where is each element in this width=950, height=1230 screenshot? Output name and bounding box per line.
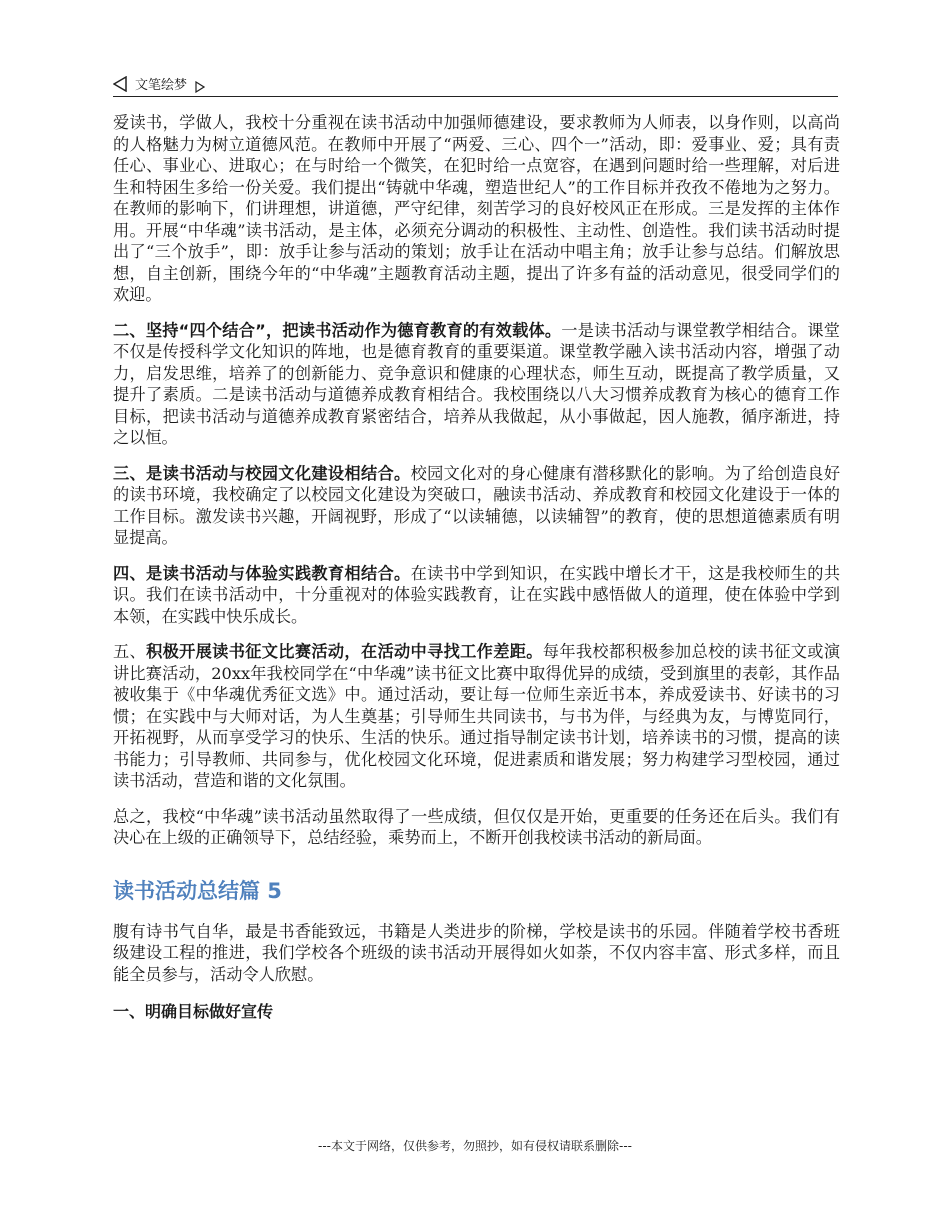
paragraph-4 bbox=[113, 563, 840, 628]
paragraph-5-prefix: 五、 bbox=[113, 642, 147, 661]
paragraph-1-text: 爱读书，学做人，我校十分重视在读书活动中加强师德建设，要求教师为人师表，以身作则，以高尚的人格魅力为树立道德风范。在教师中开展了“两爱、三心、四个一”活动，即：爱事业、爱；具有责任心、事业心、进取心；在与时给一个微笑，在犯时给一点宽容，在遇到问题时给一些理解，对后进生和特困生多给一份关爱。我们提出“铸就中华魂，塑造世纪人”的工作目标并孜孜不倦地为之努力。在教师的影响下，们讲理想，讲道德，严守纪律，刻苦学习的良好校风正在形成。三是发挥的主体作用。开展“中华魂”读书活动，是主体，必须充分调动的积极性、主动性、创造性。我们读书活动时提出了“三个放手”，即：放手让参与活动的策划；放手让在活动中唱主角；放手让参与总结。们解放思想，自主创新，围绕今年的“中华魂”主题教育活动主题，提出了许多有益的活动意见，很受同学们的欢迎。 bbox=[113, 113, 840, 304]
paragraph-3-text: 校园文化对的身心健康有潜移默化的影响。为了给创造良好的读书环境，我校确定了以校园文化建设为突破口，融读书活动、养成教育和校园文化建设于一体的工作目标。激发读书兴趣，开阔视野，形成了“以读辅德，以读辅智”的教育，使的思想道德素质有明显提高。 bbox=[113, 463, 841, 547]
section-subheading: 一、明确目标做好宣传 bbox=[113, 1002, 274, 1021]
header-brand bbox=[113, 74, 205, 93]
paragraph-4-text: 在读书中学到知识，在实践中增长才干，这是我校师生的共识。我们在读书活动中，十分重视对的体验实践教育，让在实践中感悟做人的道理，使在体验中学到本领，在实践中快乐成长。 bbox=[113, 563, 841, 626]
left-triangle-icon bbox=[113, 76, 127, 92]
right-triangle-icon bbox=[195, 78, 205, 90]
section-title: 读书活动总结篇 5 bbox=[113, 878, 282, 903]
paragraph-4-heading: 四、是读书活动与体验实践教育相结合。 bbox=[113, 563, 411, 583]
paragraph-1 bbox=[113, 112, 840, 306]
paragraph-2-heading: 二、坚持“四个结合”，把读书活动作为德育教育的有效载体。 bbox=[113, 320, 562, 340]
paragraph-2-text: 一是读书活动与课堂教学相结合。课堂不仅是传授科学文化知识的阵地，也是德育教育的重要渠道。课堂教学融入读书活动内容，增强了动力，启发思维，培养了的创新能力、竞争意识和健康的心理状态，师生互动，既提高了教学质量，又提升了素质。二是读书活动与道德养成教育相结合。我校围绕以八大习惯养成教育为核心的德育工作目标，把读书活动与道德养成教育紧密结合，培养从我做起，从小事做起，因人施教，循序渐进，持之以恒。 bbox=[113, 320, 840, 447]
paragraph-6-text: 总之，我校“中华魂”读书活动虽然取得了一些成绩，但仅仅是开始，更重要的任务还在后头。我们有决心在上级的正确领导下，总结经验，乘势而上，不断开创我校读书活动的新局面。 bbox=[113, 806, 840, 847]
paragraph-2 bbox=[113, 320, 840, 449]
page-header bbox=[113, 72, 838, 97]
section-intro-text: 腹有诗书气自华，最是书香能致远，书籍是人类进步的阶梯，学校是读书的乐园。伴随着学校书香班级建设工程的推进，我们学校各个班级的读书活动开展得如火如荼，不仅内容丰富、形式多样，而且能全员参与，活动令人欣慰。 bbox=[113, 921, 840, 984]
paragraph-3 bbox=[113, 463, 840, 549]
paragraph-5-heading: 积极开展读书征文比赛活动，在活动中寻找工作差距。 bbox=[146, 642, 543, 661]
paragraph-5 bbox=[113, 641, 840, 792]
paragraph-3-heading: 三、是读书活动与校园文化建设相结合。 bbox=[113, 463, 411, 483]
page-footer: ---本文于网络，仅供参考，勿照抄，如有侵权请联系删除--- bbox=[318, 1139, 632, 1153]
section-intro bbox=[113, 921, 840, 986]
paragraph-6 bbox=[113, 806, 840, 849]
paragraph-5-text: 每年我校都积极参加总校的读书征文或演讲比赛活动，20xx年我校同学在“中华魂”读书征文比赛中取得优异的成绩，受到旗里的表彰，其作品被收集于《中华魂优秀征文选》中。通过活动，要让每一位师生亲近书本，养成爱读书、好读书的习惯；在实践中与大师对话，为人生奠基；引导师生共同读书，与书为伴，与经典为友，与博览同行，开拓视野，从而享受学习的快乐、生活的快乐。通过指导制定读书计划，培养读书的习惯，提高的读书能力；引导教师、共同参与，优化校园文化环境，促进素质和谐发展；努力构建学习型校园，通过读书活动，营造和谐的文化氛围。 bbox=[113, 642, 841, 790]
document-body bbox=[113, 112, 840, 1022]
header-title: 文笔绘梦 bbox=[135, 78, 188, 93]
